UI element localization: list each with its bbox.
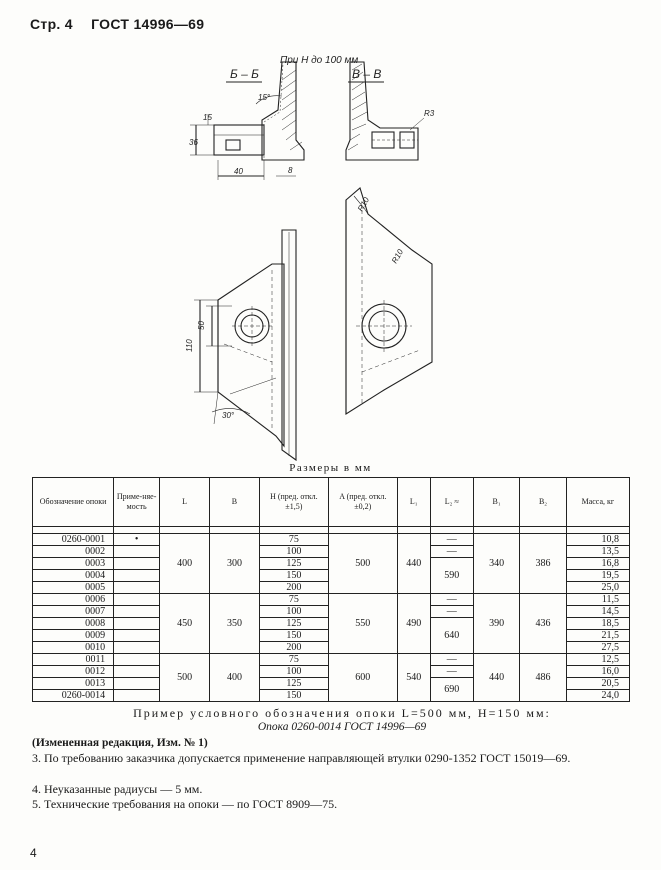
table-row — [33, 594, 630, 606]
col-l1: L₁ — [397, 478, 430, 527]
col-b: B — [210, 478, 260, 527]
cell-mass: 10,8 — [566, 534, 629, 546]
cell-b: 300 — [210, 534, 260, 594]
cell-applicability — [114, 606, 160, 618]
cell-b1: 340 — [473, 534, 519, 594]
cell-applicability — [114, 618, 160, 630]
cell-mass: 27,5 — [566, 642, 629, 654]
col-b2: B₂ — [520, 478, 566, 527]
dim-r10-top: R10 — [355, 195, 372, 213]
dim-50: 50 — [197, 321, 206, 330]
cell-mass: 19,5 — [566, 570, 629, 582]
cell-l: 450 — [160, 594, 210, 654]
cell-a: 600 — [328, 654, 397, 702]
cell-h: 150 — [259, 690, 328, 702]
cell-designation: 0260-0014 — [33, 690, 114, 702]
table-row — [33, 654, 630, 666]
example-designation: Опока 0260-0014 ГОСТ 14996—69 — [257, 721, 427, 733]
angle-30: 30° — [222, 411, 235, 420]
cell-l2-dash: — — [430, 654, 473, 666]
standard-number: ГОСТ 14996—69 — [91, 16, 205, 32]
cell-mass: 16,0 — [566, 666, 629, 678]
cell-designation: 0003 — [33, 558, 114, 570]
cell-designation: 0005 — [33, 582, 114, 594]
cell-b2: 486 — [520, 654, 566, 702]
cell-l: 500 — [160, 654, 210, 702]
cell-designation: 0007 — [33, 606, 114, 618]
col-l2: L₂ ≈ — [430, 478, 473, 527]
cell-applicability — [114, 630, 160, 642]
cell-l2-dash: — — [430, 606, 473, 618]
cell-mass: 18,5 — [566, 618, 629, 630]
cell-designation: 0010 — [33, 642, 114, 654]
example-title: Пример условного обозначения опоки L=500 мм, H=150 мм: — [133, 706, 551, 720]
cell-h: 75 — [259, 654, 328, 666]
dim-8: 8 — [288, 166, 293, 175]
cell-applicability: • — [114, 534, 160, 546]
cell-applicability — [114, 582, 160, 594]
technical-drawing — [0, 40, 661, 465]
cell-mass: 12,5 — [566, 654, 629, 666]
cell-applicability — [114, 642, 160, 654]
cell-designation: 0004 — [33, 570, 114, 582]
cell-b2: 436 — [520, 594, 566, 654]
cell-l: 400 — [160, 534, 210, 594]
col-b1: B₁ — [473, 478, 519, 527]
cell-h: 125 — [259, 618, 328, 630]
cell-l1: 440 — [397, 534, 430, 594]
cell-mass: 21,5 — [566, 630, 629, 642]
cell-h: 75 — [259, 534, 328, 546]
table-row — [33, 534, 630, 546]
cell-applicability — [114, 558, 160, 570]
section-v-label: В – В — [352, 67, 382, 81]
cell-designation: 0260-0001 — [33, 534, 114, 546]
cell-h: 100 — [259, 666, 328, 678]
cell-mass: 24,0 — [566, 690, 629, 702]
dim-r10-side: R10 — [389, 247, 406, 265]
cell-h: 150 — [259, 570, 328, 582]
table-header-row — [33, 478, 630, 527]
cell-designation: 0006 — [33, 594, 114, 606]
cell-applicability — [114, 570, 160, 582]
cell-h: 200 — [259, 582, 328, 594]
page-label: Стр. 4 — [30, 16, 73, 32]
cell-h: 150 — [259, 630, 328, 642]
drawing-note: При Н до 100 мм — [280, 55, 359, 66]
cell-applicability — [114, 546, 160, 558]
cell-l1: 540 — [397, 654, 430, 702]
specification-table — [32, 477, 630, 702]
dim-110: 110 — [185, 339, 194, 352]
page-header — [30, 16, 218, 32]
col-a: A (пред. откл. ±0,2) — [328, 478, 397, 527]
cell-designation: 0008 — [33, 618, 114, 630]
cell-b1: 390 — [473, 594, 519, 654]
cell-designation: 0012 — [33, 666, 114, 678]
cell-h: 75 — [259, 594, 328, 606]
cell-mass: 20,5 — [566, 678, 629, 690]
cell-l2-dash: — — [430, 546, 473, 558]
col-applicability: Приме-няе-мость — [114, 478, 160, 527]
cell-applicability — [114, 666, 160, 678]
note-3: 3. По требованию заказчика допускается применение направляющей втулки 0290-1352 ГОСТ 15019—69. — [32, 751, 571, 765]
cell-a: 550 — [328, 594, 397, 654]
amendment-note: (Измененная редакция, Изм. № 1) — [32, 737, 208, 749]
table-spacer-row — [33, 527, 630, 534]
cell-l2: 590 — [430, 558, 473, 594]
cell-designation: 0009 — [33, 630, 114, 642]
dim-15: 15 — [203, 113, 212, 122]
cell-mass: 25,0 — [566, 582, 629, 594]
cell-b: 350 — [210, 594, 260, 654]
cell-applicability — [114, 678, 160, 690]
cell-h: 100 — [259, 546, 328, 558]
col-h: H (пред. откл. ±1,5) — [259, 478, 328, 527]
cell-designation: 0011 — [33, 654, 114, 666]
cell-l2: 690 — [430, 678, 473, 702]
cell-applicability — [114, 654, 160, 666]
dim-r3: R3 — [424, 109, 435, 118]
col-mass: Масса, кг — [566, 478, 629, 527]
cell-h: 100 — [259, 606, 328, 618]
dim-36: 36 — [189, 138, 198, 147]
col-designation: Обозначение опоки — [33, 478, 114, 527]
cell-designation: 0002 — [33, 546, 114, 558]
cell-b1: 440 — [473, 654, 519, 702]
cell-h: 125 — [259, 558, 328, 570]
angle-15: 15° — [258, 93, 271, 102]
cell-l2-dash: — — [430, 666, 473, 678]
cell-applicability — [114, 594, 160, 606]
cell-h: 200 — [259, 642, 328, 654]
cell-b2: 386 — [520, 534, 566, 594]
cell-applicability — [114, 690, 160, 702]
col-l: L — [160, 478, 210, 527]
cell-mass: 16,8 — [566, 558, 629, 570]
note-5: 5. Технические требования на опоки — по ГОСТ 8909—75. — [32, 797, 338, 811]
cell-b: 400 — [210, 654, 260, 702]
dimensions-caption: Размеры в мм — [289, 462, 372, 474]
cell-h: 125 — [259, 678, 328, 690]
page-number: 4 — [30, 846, 37, 860]
cell-l2: 640 — [430, 618, 473, 654]
cell-l2-dash: — — [430, 534, 473, 546]
cell-a: 500 — [328, 534, 397, 594]
note-4: 4. Неуказанные радиусы — 5 мм. — [32, 782, 203, 796]
cell-l1: 490 — [397, 594, 430, 654]
dim-40: 40 — [234, 167, 243, 176]
cell-l2-dash: — — [430, 594, 473, 606]
cell-mass: 14,5 — [566, 606, 629, 618]
section-b-label: Б – Б — [230, 67, 259, 81]
cell-mass: 11,5 — [566, 594, 629, 606]
cell-designation: 0013 — [33, 678, 114, 690]
cell-mass: 13,5 — [566, 546, 629, 558]
